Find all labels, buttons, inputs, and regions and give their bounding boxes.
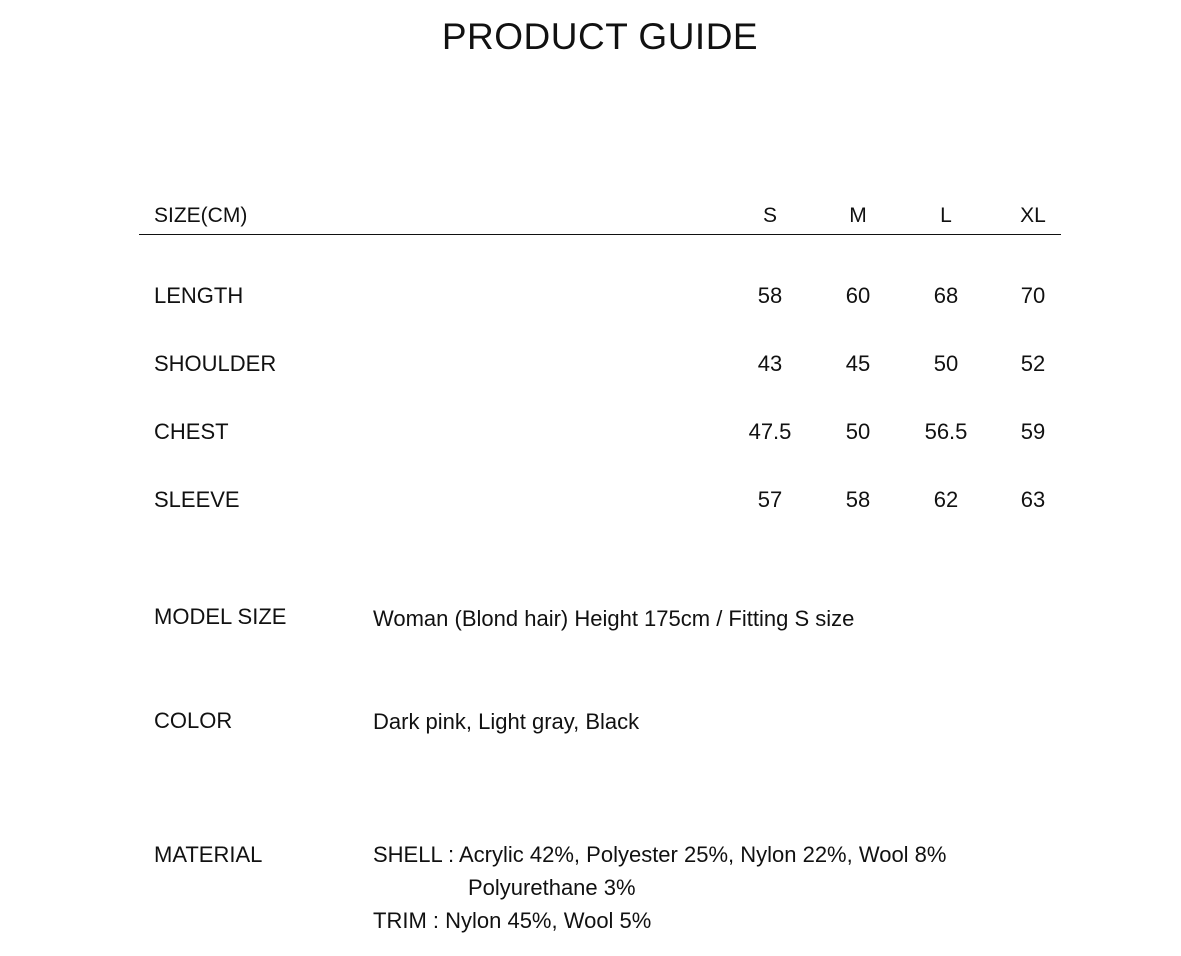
model-size-value: Woman (Blond hair) Height 175cm / Fitting S size [373,606,855,631]
material-trim-line: TRIM : Nylon 45%, Wool 5% [373,908,652,933]
table-cell: 58 [845,487,871,512]
table-row-length [139,278,1061,346]
size-header-m: M [849,204,867,227]
table-cell: 43 [757,351,783,376]
table-cell: 60 [845,283,871,308]
size-table-header [139,196,1061,235]
table-cell: 70 [1020,283,1046,308]
table-cell: 50 [933,351,959,376]
table-cell: 47.5 [748,419,792,444]
table-cell: 50 [845,419,871,444]
table-cell: 59 [1020,419,1046,444]
table-cell: 62 [933,487,959,512]
size-unit-header: SIZE(CM) [154,204,248,227]
page-title: PRODUCT GUIDE [441,16,759,57]
row-label: SLEEVE [154,487,240,512]
table-cell: 45 [845,351,871,376]
color-label: COLOR [154,708,233,733]
table-cell: 68 [933,283,959,308]
row-label: SHOULDER [154,351,277,376]
color-value: Dark pink, Light gray, Black [373,709,640,734]
table-row-shoulder [139,346,1061,414]
table-cell: 52 [1020,351,1046,376]
size-table [139,196,1061,512]
material-shell-line: SHELL : Acrylic 42%, Polyester 25%, Nylon 22%, Wool 8% [373,842,947,867]
table-cell: 57 [757,487,783,512]
size-header-s: S [762,204,777,227]
model-size-label: MODEL SIZE [154,604,287,629]
table-cell: 63 [1020,487,1046,512]
row-label: LENGTH [154,283,244,308]
table-row-chest [139,414,1061,482]
size-header-l: L [940,204,952,227]
table-cell: 58 [757,283,783,308]
size-header-xl: XL [1020,204,1046,227]
material-shell-continuation: Polyurethane 3% [468,875,636,900]
size-table-body [139,278,1061,550]
material-label: MATERIAL [154,842,263,867]
table-cell: 56.5 [924,419,968,444]
row-label: CHEST [154,419,229,444]
material-value [373,838,946,937]
table-row-sleeve [139,482,1061,550]
